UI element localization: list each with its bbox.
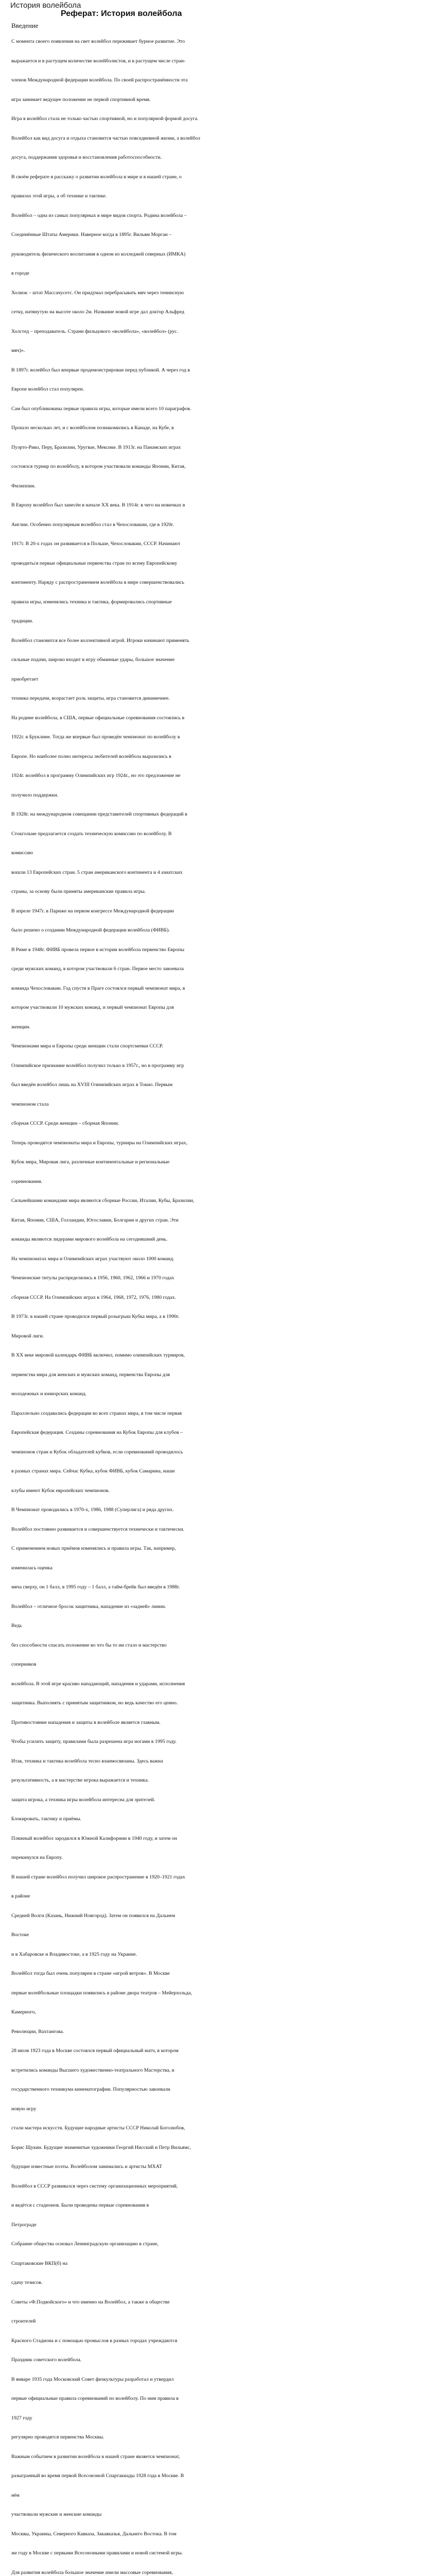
text-line: и в Хабаровске и Владивостоке, а в 1925 году на Украине.: [11, 1951, 137, 1957]
text-line: руководитель физического воспитания в одном из колледжей северных (ИМКА): [11, 251, 186, 257]
text-line: государственного техникума кинематографии. Популярностью завоевали: [11, 2087, 170, 2092]
text-line: Петрограде: [11, 2222, 37, 2228]
text-line: результативность, а в мастерстве игрока выражается и техника.: [11, 1777, 149, 1783]
text-line: Сильнейшими командами мира являются сборные России, Италии, Кубы, Бразилии,: [11, 1198, 195, 1204]
text-line: сборная СССР. На Олимпийских играх в 1964, 1968, 1972, 1976, 1980 годах.: [11, 1294, 176, 1300]
text-line: В своём реферате я расскажу о развитии волейбола в мире и в нашей стране, о: [11, 174, 182, 180]
text-line: команды являются лидерами мирового волейбола на сегодняшний день.: [11, 1236, 168, 1242]
text-line: континенту. Наряду с распространением волейбола в мире совершенствовались: [11, 580, 184, 585]
text-line: в городе: [11, 270, 29, 276]
text-line: получило поддержки.: [11, 792, 59, 798]
text-line: Англии. Особенно популярным волейбол стал в Чехословакии, где в 1920г.: [11, 521, 174, 528]
text-line: сдачу тезисов.: [11, 2280, 43, 2285]
text-line: Для развития волейбола большое значение имели массовые соревнования,: [11, 2569, 173, 2575]
text-line: нём: [11, 2492, 20, 2498]
text-line: техника передачи, возрастает роль защиты, игра становится динамичнее.: [11, 696, 170, 701]
text-line: Красного Стадиона и с помощью промыслов в разных городах учреждаются: [11, 2337, 178, 2344]
intro-label: Введение: [11, 22, 39, 29]
text-line: В январе 1935 года Московский Совет физкультуры разработал и утвердил: [11, 2376, 174, 2382]
text-line: Кубок мира, Мировая лига, различные континентальные и региональные: [11, 1159, 170, 1165]
text-line: Теперь проводятся чемпионаты мира и Европы, турниры на Олимпийских играх,: [11, 1140, 188, 1146]
text-line: Волейбол – одна из самых популярных в мире видов спорта. Родина волейбола –: [11, 212, 187, 218]
text-line: В Риме в 1948г. ФИВБ провела первое в истории волейбола первенство Европы: [11, 946, 184, 953]
document-heading: Реферат: История волейбола: [61, 9, 182, 18]
text-line: 1917г. В 20-х годах он развивается в Польше, Чехословакии, СССР. Начинают: [11, 541, 181, 547]
text-line: первые волейбольные площадки появились в районе двора театров – Мейерхольда,: [11, 1990, 192, 1996]
text-line: Важным событием в развитии волейбола в нашей стране является чемпионат,: [11, 2453, 180, 2460]
text-line: защитника. Выполнять с принятым защитником, но ведь качество его ценно.: [11, 1700, 178, 1706]
text-line: строителей: [11, 2318, 36, 2324]
text-line: В апреле 1947г. в Париже на первом конгрессе Международной федерации: [11, 908, 174, 914]
text-line: В 1928г. на международном совещании представителей спортивных федераций в: [11, 811, 187, 817]
text-line: 1924г. волейбол в программу Олимпийских игр 1924г., но это предложение не: [11, 773, 181, 778]
text-line: сборная СССР. Среди женщин – сборная Японии.: [11, 1121, 119, 1126]
text-line: Филиппин.: [11, 483, 36, 489]
text-line: и ведётся с стадионов. Были проведены первые соревнования в: [11, 2202, 149, 2208]
text-line: среди мужских команд, в котором участвовали 6 стран. Первое место завоевала: [11, 966, 184, 972]
text-line: Европе. Но наиболее полно интересы любителей волейбола выразились в: [11, 753, 171, 759]
text-line: команда Чехословакии. Год спустя в Праге состоялся первый чемпионат мира, в: [11, 985, 185, 991]
text-line: Волейбол как вид досуга и отдыха становится частью повседневной жизни, а волейбол: [11, 135, 200, 141]
text-line: будущие известные поэты. Волейболом занимались и артисты МХАТ: [11, 2164, 162, 2170]
text-line: В 1897г. волейбол был впервые продемонстрирован перед публикой. А через год в: [11, 367, 190, 373]
text-line: чемпионов стран и Кубок обладателей кубков, если соревнований проводилось: [11, 1449, 183, 1455]
text-line: правилах этой игры, а об технике и тактике.: [11, 193, 107, 199]
text-line: женщин.: [11, 1024, 31, 1030]
text-line: волейбола. В этой игре красиво нападающий, нападения и ударами, исполнения: [11, 1681, 185, 1687]
text-line: выражается и в растущем количестве волейболистов, и в растущем числе стран-: [11, 58, 186, 64]
document-title: История волейбола: [10, 1, 81, 10]
text-line: в районе: [11, 1893, 30, 1899]
text-line: Камерного,: [11, 2009, 36, 2015]
text-line: Сам был опубликованы первые правила игры, которые имели всего 10 параграфов.: [11, 405, 191, 412]
body-text: [11, 32, 427, 2576]
text-line: Москвы, Украины, Северного Кавказа, Закавказья, Дальнего Востока. В том: [11, 2531, 177, 2537]
text-line: сильные подачи, широко входит в игру обманные удары, большое значение: [11, 657, 175, 663]
text-line: Китая, Японии, США, Голландии, Югославии, Болгарии и других стран. Эти: [11, 1217, 179, 1223]
text-line: встретились команды Высшего художественно-театрального Мастерства, и: [11, 2067, 175, 2073]
text-line: страны, за основу были приняты американские правила игры.: [11, 889, 146, 894]
text-line: Праздник советского волейбола.: [11, 2357, 82, 2363]
text-line: первенства мира для женских и мужских команд, первенства Европы для: [11, 1371, 170, 1378]
text-line: Олимпийское признание волейбол получил только в 1957г., но в программу игр: [11, 1062, 184, 1069]
text-line: первые официальные правила соревнований по волейболу. По ним правила в: [11, 2396, 179, 2401]
text-line: вошли 13 Европейских стран. 5 стран американского континента и 4 азиатских: [11, 869, 183, 875]
text-line: молодежных и юниорских команд.: [11, 1391, 87, 1397]
text-line: членов Международной федерации волейбола. По своей распространённости эта: [11, 77, 188, 83]
text-line: клубы имеют Кубок европейских чемпионов.: [11, 1487, 110, 1494]
text-line: Чемпионами мира и Европы среди женщин стали спортсменки СССР.: [11, 1043, 163, 1049]
text-line: 1927 году: [11, 2415, 32, 2421]
text-line: разыгранный во время первой Всесоюзной Спартакиады 1928 года в Москве. В: [11, 2473, 184, 2479]
text-line: На чемпионатах мира и Олимпийских играх участвуют около 1000 команд.: [11, 1256, 175, 1262]
text-line: В Европу волейбол был занесён в начале XX века. В 1914г. в чего на новичках в: [11, 502, 185, 508]
text-line: Пуэрто-Рико, Перу, Бразилии, Уругвае, Мексике. В 1913г. на Панамских играх: [11, 444, 181, 450]
text-line: Чтобы усилить защиту, правилами была разрешена игра ногами в 1995 году.: [11, 1739, 177, 1744]
text-line: Пляжный волейбол зародился в Южной Калифорнии в 1940 году, и затем он: [11, 1835, 177, 1841]
text-line: Холиок – штат Массачусетс. Он придумал перебрасывать мяч через теннисную: [11, 290, 184, 296]
text-line: Чемпионские титулы распределялись в 1956, 1960, 1962, 1966 и 1970 годах: [11, 1275, 175, 1281]
text-line: Волейбол тогда был очень популярен в стране «игрой ветров». В Москве: [11, 1971, 170, 1976]
text-line: Мировой лиги.: [11, 1333, 44, 1339]
text-line: Средней Волги (Казань, Нижний Новгород). Затем он появился на Дальнем: [11, 1912, 176, 1919]
text-line: состоялся турнир по волейболу, в котором участвовали команды Японии, Китая,: [11, 464, 186, 469]
text-line: без способности спасать положение во что бы то ни стало и мастерство: [11, 1642, 167, 1648]
text-line: участвовали мужские и женские команды: [11, 2512, 102, 2517]
text-line: Спартаковские ВКП(б) на: [11, 2260, 68, 2266]
text-line: новую игру: [11, 2106, 37, 2112]
text-line: С момента своего появления на свет волейбол переживает бурное развитие. Это: [11, 39, 185, 44]
text-line: приобретает: [11, 676, 39, 682]
text-line: стали мастера искусств. Будущие народные артисты СССР Николай Боголюбов,: [11, 2125, 185, 2131]
text-line: регулярно проводятся первенства Москвы.: [11, 2434, 104, 2440]
text-line: Европейская федерация. Созданы соревнования на Кубок Европы для клубов –: [11, 1430, 183, 1435]
text-line: Революции, Вахтангова.: [11, 2028, 64, 2035]
text-line: Противостояние нападения и защиты в волейболе является главным.: [11, 1719, 161, 1725]
text-line: проводиться первые официальные первенства стран по всему Европейскому: [11, 560, 178, 566]
text-line: Холстед – преподаватель. Страни фильцового «волейбола», «волейбол» (рус.: [11, 328, 179, 334]
text-line: Востоке: [11, 1932, 29, 1938]
text-line: В Чемпионат проводились в 1970-х, 1986, 1988 (Cуперлига) и ряда других.: [11, 1507, 174, 1513]
text-line: Ведь: [11, 1623, 22, 1629]
text-line: был введён волейбол лишь на XVIII Олимпийских играх в Токио. Первым: [11, 1082, 173, 1088]
text-line: Игра в волейбол стала не только частью спортивной, но и популярной формой досуга.: [11, 116, 199, 122]
text-line: было решено о создании Международной федерации волейбола (ФИВБ).: [11, 927, 170, 933]
text-line: На родине волейбола, в США, первые официальные соревнования состоялись в: [11, 715, 185, 721]
text-line: правила игры, изменялись техника и тактика, формировались спортивные: [11, 599, 172, 605]
text-line: в разных странах мира. Сейчас Кубка, кубок ФИВБ, кубок Самарина, наши: [11, 1468, 175, 1474]
text-line: Прошло несколько лет, и с волейболом познакомились в Канаде, на Кубе, в: [11, 425, 174, 431]
text-line: Волейбол – отличное бросок защитника, нападение из «задней» линии.: [11, 1603, 166, 1609]
text-line: Итак, техника и тактика волейбола тесно взаимосвязаны. Здесь важна: [11, 1758, 163, 1764]
text-line: комиссию: [11, 850, 33, 856]
text-line: Соединённые Штаты Америки. Наверное когда в 1895г. Вильям Морган –: [11, 232, 172, 238]
text-line: перекинулся на Европу.: [11, 1855, 63, 1860]
text-line: игра занимает ведущее положение не первой спортивной время.: [11, 96, 151, 103]
text-line: сетку, натянутую на высоте около 2м. Название новой игре дал доктор Альфред: [11, 309, 184, 315]
text-line: Борис Щукин. Будущие знаменитые художники Георгий Нисский и Петр Вильямс,: [11, 2144, 191, 2150]
text-line: Европе волейбол стал популярен.: [11, 386, 84, 392]
text-line: мяча сверху, он 1 балл, в 1995 году – 1 балл, а тайм-брейк был введён в 1988г.: [11, 1584, 180, 1590]
text-line: соперников: [11, 1662, 37, 1667]
text-line: Параллельно создавались федерации во всех странах мира, в том числе первая: [11, 1410, 182, 1416]
text-line: же году в Москве с первыми Всесоюзными правилами и новой системой игры.: [11, 2550, 183, 2556]
text-line: чемпионом стала: [11, 1101, 49, 1107]
text-line: соревнования.: [11, 1178, 43, 1184]
text-line: 28 июля 1923 года в Москве состоялся первый официальный матч, в котором: [11, 2048, 179, 2054]
text-line: мяч)».: [11, 348, 25, 353]
text-line: С применением новых приёмов изменялись и правила игры. Так, например,: [11, 1546, 176, 1551]
text-line: Собрание общества основал Ленинградскую организацию в стране,: [11, 2241, 159, 2247]
text-line: 1922г. в Бруклине. Тогда же впервые был проведён чемпионат по волейболу в: [11, 734, 180, 740]
text-line: Блокировать, тактику и приёмы.: [11, 1816, 81, 1822]
text-line: В нашей стране волейбол получил широкое распространение в 1920–1921 годах: [11, 1874, 185, 1880]
text-line: В XX веке мировой календарь ФИВБ включил, помимо олимпийских турниров,: [11, 1352, 185, 1358]
text-line: В 1973г. в нашей стране проводился первый розыгрыш Кубка мира, а в 1990г.: [11, 1314, 180, 1319]
text-line: Стокгольме предлагается создать техническую комиссию по волейболу. В: [11, 831, 172, 837]
text-line: котором участвовали 10 мужских команд, и первый чемпионат Европы для: [11, 1005, 174, 1010]
text-line: защита игрока, а техника игры волейбола интересна для зрителей.: [11, 1797, 155, 1803]
text-line: традиции.: [11, 618, 33, 624]
text-line: досуга, поддержания здоровья и восстановления работоспособности.: [11, 155, 162, 160]
text-line: изменилась оценка: [11, 1565, 53, 1571]
text-line: Волейбол в СССР развивался через систему организационных мероприятий,: [11, 2183, 178, 2189]
text-line: Волейбол становится все более коллективной игрой. Игроки начинают применять: [11, 637, 189, 643]
text-line: Волейбол постоянно развивается и совершенствуется технически и тактически.: [11, 1526, 185, 1532]
text-line: Советы «Ф.Подвойского» и что именно на Волейбол, а также в обществе: [11, 2299, 170, 2305]
